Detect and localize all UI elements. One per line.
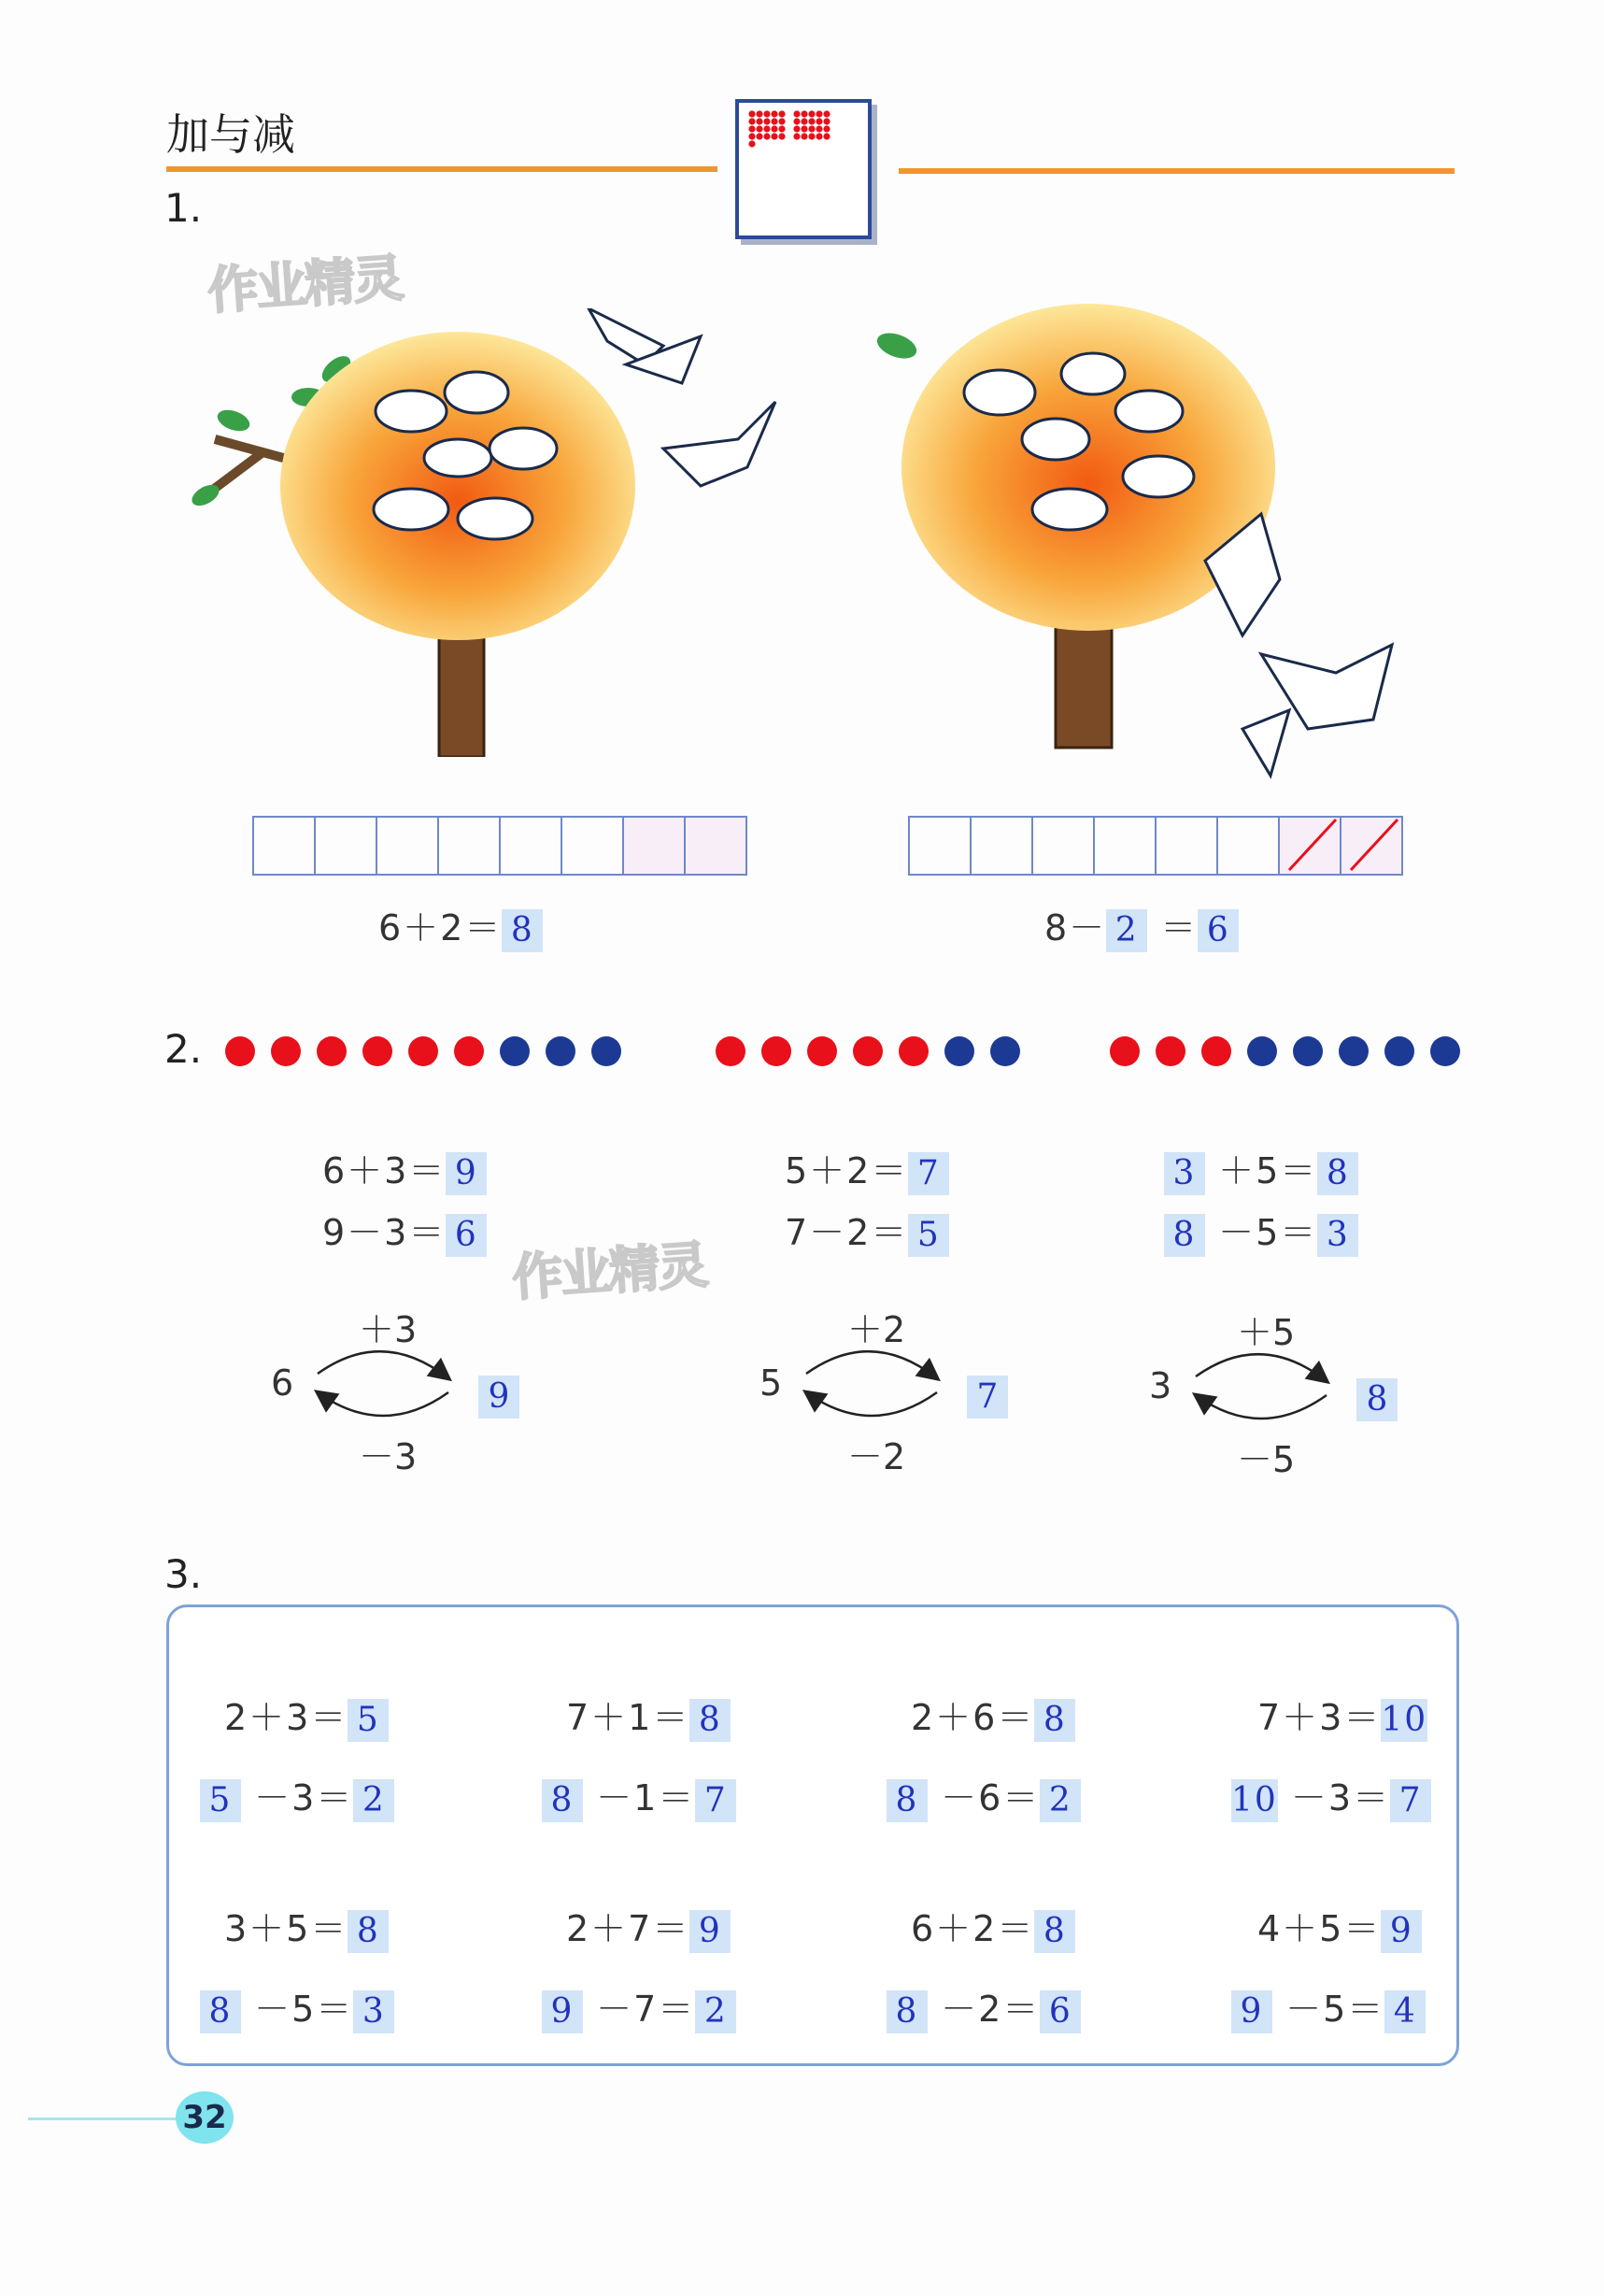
answer-box: 7 — [695, 1779, 736, 1822]
equation-expression: －3＝ — [1290, 1777, 1391, 1818]
ten-frame-cell — [910, 818, 972, 874]
q2-group3-eq1 — [1164, 1142, 1358, 1195]
answer-box: 8 — [1317, 1152, 1358, 1195]
ten-frame-cell — [624, 818, 686, 874]
watermark-text: 作业精灵 — [206, 248, 405, 321]
red-dot — [761, 1036, 791, 1066]
equation-expression: －6＝ — [941, 1777, 1041, 1818]
red-dot — [899, 1036, 929, 1066]
answer-box: 8 — [1034, 1910, 1075, 1953]
blue-dot — [944, 1036, 974, 1066]
equation-expression: 2＋7＝ — [566, 1908, 690, 1949]
question-1-number: 1. — [164, 185, 203, 231]
red-dot — [454, 1036, 484, 1066]
red-dot — [271, 1036, 301, 1066]
blue-dot — [546, 1036, 575, 1066]
equation-expression: －2＝ — [941, 1989, 1041, 2030]
q3-equation — [1231, 1980, 1426, 2033]
ten-frame-cell — [316, 818, 377, 874]
answer-box: 3 — [353, 1990, 394, 2033]
ten-frame-cell — [1218, 818, 1280, 874]
red-dot — [853, 1036, 883, 1066]
q3-equation — [1257, 1900, 1422, 1953]
equation-expression: －3＝ — [254, 1777, 354, 1818]
answer-box: 9 — [689, 1910, 731, 1953]
equation-expression: 3＋5＝ — [224, 1908, 348, 1949]
birds-nest-right-illustration — [869, 280, 1448, 841]
minus-label: －2 — [847, 1436, 906, 1477]
red-dot — [362, 1036, 392, 1066]
page-number: 32 — [176, 2091, 234, 2144]
q3-equation — [224, 1689, 389, 1742]
answer-box: 9 — [1231, 1990, 1272, 2033]
equation-expression: 6＋2＝ — [378, 907, 503, 948]
answer-box: 8 — [502, 909, 543, 952]
question-3-number: 3. — [164, 1551, 203, 1597]
answer-box: 8 — [1034, 1699, 1075, 1742]
red-dot — [807, 1036, 837, 1066]
red-dot — [1156, 1036, 1185, 1066]
end-answer: 8 — [1356, 1378, 1398, 1421]
q2-group1-eq2 — [322, 1204, 487, 1257]
red-dot — [317, 1036, 347, 1066]
answer-box: 8 — [200, 1990, 241, 2033]
blue-dot — [1430, 1036, 1460, 1066]
equation-expression: －7＝ — [596, 1989, 696, 2030]
header-rule-right — [899, 168, 1455, 174]
cycle-arrows — [797, 1336, 946, 1430]
ten-frame-cell — [1157, 818, 1218, 874]
answer-box: 10 — [1381, 1699, 1427, 1742]
header-rule-left — [166, 166, 717, 172]
answer-box: 9 — [446, 1152, 487, 1195]
red-dot — [225, 1036, 255, 1066]
blue-dot — [591, 1036, 621, 1066]
answer-box: 7 — [1390, 1779, 1431, 1822]
arrow-diagram-3 — [1140, 1304, 1420, 1490]
q3-equation — [566, 1900, 731, 1953]
ten-frame-cell — [501, 818, 562, 874]
equation-expression: ＋5＝ — [1218, 1150, 1318, 1191]
answer-box: 5 — [908, 1214, 949, 1257]
q2-group2-eq2 — [785, 1204, 949, 1257]
answer-box: 3 — [1317, 1214, 1358, 1257]
q3-equation — [887, 1769, 1081, 1822]
cycle-arrows — [308, 1336, 458, 1430]
answer-box: 8 — [689, 1699, 731, 1742]
ten-frame-cell — [1033, 818, 1095, 874]
birds-nest-left-illustration — [177, 308, 850, 757]
blue-dot — [500, 1036, 530, 1066]
equation-expression: －1＝ — [596, 1777, 696, 1818]
ten-frame-cell — [439, 818, 501, 874]
footer-rule — [28, 2118, 177, 2120]
plus-label: ＋2 — [847, 1309, 906, 1350]
answer-box: 4 — [1384, 1990, 1426, 2033]
start-number: 3 — [1149, 1365, 1172, 1406]
equation-expression: 2＋6＝ — [911, 1697, 1035, 1738]
red-dot — [1201, 1036, 1231, 1066]
answer-box: 3 — [1164, 1152, 1205, 1195]
arrow-diagram-2 — [750, 1301, 1030, 1488]
answer-box: 8 — [887, 1990, 928, 2033]
answer-box: 2 — [1106, 909, 1147, 952]
ten-frame-cell — [972, 818, 1033, 874]
q2-group2-eq1 — [785, 1142, 949, 1195]
equation-expression: －5＝ — [254, 1989, 354, 2030]
answer-box: 6 — [1198, 909, 1239, 952]
equation-expression: 7＋1＝ — [566, 1697, 690, 1738]
equation-expression: －5＝ — [1218, 1212, 1318, 1253]
answer-box: 8 — [1164, 1214, 1205, 1257]
q3-equation — [542, 1769, 736, 1822]
start-number: 6 — [271, 1362, 294, 1404]
plus-label: ＋3 — [359, 1309, 418, 1350]
q3-equation — [542, 1980, 736, 2033]
answer-box: 7 — [908, 1152, 949, 1195]
dot-row-3 — [1110, 1036, 1460, 1066]
answer-box: 2 — [353, 1779, 394, 1822]
red-dot — [1110, 1036, 1140, 1066]
plus-label: ＋5 — [1237, 1312, 1296, 1353]
answer-box: 2 — [695, 1990, 736, 2033]
answer-box: 8 — [542, 1779, 583, 1822]
answer-box: 10 — [1231, 1779, 1278, 1822]
ten-frame-cell — [1095, 818, 1157, 874]
equation-expression: 4＋5＝ — [1257, 1908, 1382, 1949]
blue-dot — [1384, 1036, 1414, 1066]
q3-equation — [911, 1900, 1075, 1953]
q3-equation — [1231, 1769, 1431, 1822]
equation-expression: 6＋2＝ — [911, 1908, 1035, 1949]
equation-expression: 9－3＝ — [322, 1212, 447, 1253]
q1-right-equation — [1044, 899, 1239, 952]
equation-expression: 6＋3＝ — [322, 1150, 447, 1191]
answer-box: 6 — [1040, 1990, 1081, 2033]
q1-left-equation — [378, 899, 543, 952]
ten-frame-cell — [686, 818, 745, 874]
ten-frame-cell — [377, 818, 439, 874]
q3-equation — [200, 1980, 394, 2033]
equation-expression: 2＋3＝ — [224, 1697, 348, 1738]
page-title: 加与减 — [166, 109, 295, 160]
red-dot — [408, 1036, 438, 1066]
blue-dot — [1339, 1036, 1369, 1066]
answer-box: 5 — [200, 1779, 241, 1822]
q3-equation — [911, 1689, 1075, 1742]
dot-row-2 — [716, 1036, 1020, 1066]
cross-out-marks — [1282, 816, 1405, 876]
equation-expression: 8－ — [1044, 907, 1107, 948]
red-dot — [716, 1036, 745, 1066]
minus-label: －3 — [359, 1436, 418, 1477]
answer-box: 8 — [348, 1910, 389, 1953]
dot-row-1 — [225, 1036, 621, 1066]
answer-box: 9 — [542, 1990, 583, 2033]
hundred-dots-logo — [735, 99, 872, 239]
q3-equation — [887, 1980, 1081, 2033]
q2-group3-eq2 — [1164, 1204, 1358, 1257]
minus-label: －5 — [1237, 1439, 1296, 1480]
end-answer: 7 — [967, 1376, 1008, 1419]
q3-equation — [1257, 1689, 1427, 1742]
answer-box: 8 — [887, 1779, 928, 1822]
q3-equation — [200, 1769, 394, 1822]
q2-group1-eq1 — [322, 1142, 487, 1195]
end-answer: 9 — [478, 1376, 519, 1419]
ten-frame-cell — [254, 818, 316, 874]
equation-expression: 7－2＝ — [785, 1212, 909, 1253]
answer-box: 9 — [1381, 1910, 1422, 1953]
arrow-diagram-1 — [262, 1301, 542, 1488]
answer-box: 6 — [446, 1214, 487, 1257]
blue-dot — [1293, 1036, 1323, 1066]
equation-expression: ＝ — [1160, 907, 1199, 948]
watermark-text: 作业精灵 — [510, 1234, 709, 1308]
cycle-arrows — [1186, 1339, 1336, 1433]
ten-frame-cell — [562, 818, 624, 874]
equation-expression: 7＋3＝ — [1257, 1697, 1382, 1738]
q3-equation — [566, 1689, 731, 1742]
answer-box: 2 — [1040, 1779, 1081, 1822]
equation-expression: －5＝ — [1285, 1989, 1385, 2030]
answer-box: 5 — [348, 1699, 389, 1742]
question-2-number: 2. — [164, 1026, 203, 1072]
equation-expression: 5＋2＝ — [785, 1150, 909, 1191]
q3-equation — [224, 1900, 389, 1953]
start-number: 5 — [759, 1362, 783, 1404]
blue-dot — [1247, 1036, 1277, 1066]
ten-frame-left — [252, 816, 747, 876]
blue-dot — [990, 1036, 1020, 1066]
